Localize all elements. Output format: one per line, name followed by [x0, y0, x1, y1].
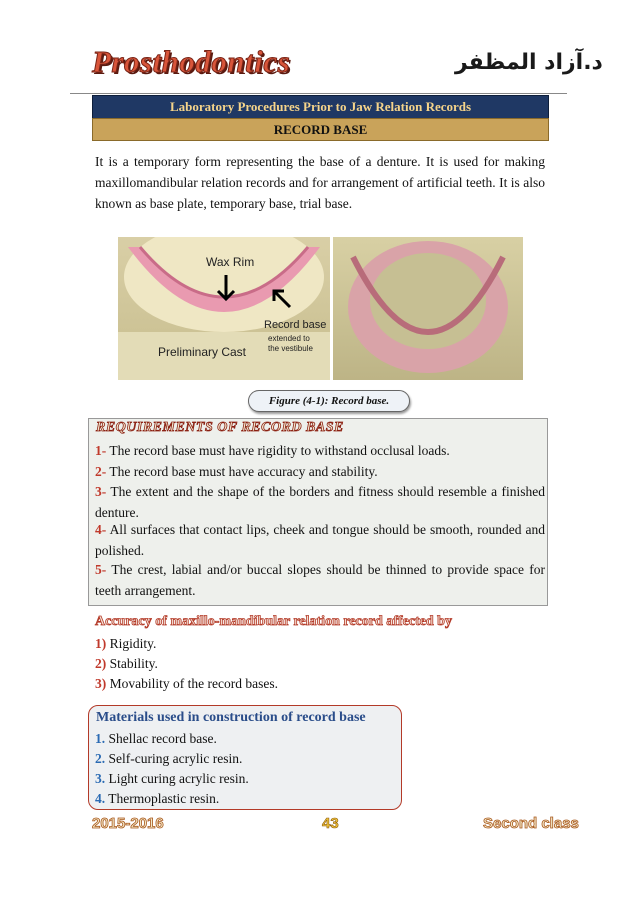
material-text: Self-curing acrylic resin. — [108, 751, 243, 766]
requirement-text: The record base must have accuracy and stability. — [109, 464, 378, 479]
figure-caption: Figure (4-1): Record base. — [248, 390, 410, 412]
requirement-number: 1- — [95, 443, 107, 458]
brand-title: Prosthodontics — [92, 44, 291, 79]
label-record-base-note-1: extended to — [268, 334, 310, 343]
label-record-base-note-2: the vestibule — [268, 344, 313, 353]
requirement-item — [95, 462, 545, 483]
requirement-number: 2- — [95, 464, 107, 479]
accuracy-number: 1) — [95, 636, 107, 651]
requirement-item — [95, 441, 545, 462]
material-item — [95, 749, 242, 770]
material-text: Light curing acrylic resin. — [108, 771, 249, 786]
page-number: 43 — [322, 815, 339, 832]
accuracy-number: 3) — [95, 676, 107, 691]
requirement-item — [95, 482, 545, 523]
requirement-item — [95, 560, 545, 601]
materials-title: Materials used in construction of record base — [96, 710, 366, 725]
requirement-number: 3- — [95, 484, 107, 499]
requirement-text: All surfaces that contact lips, cheek and tongue should be smooth, rounded and polished. — [95, 522, 545, 558]
accuracy-number: 2) — [95, 656, 107, 671]
author-name: د.آزاد المظفر — [455, 50, 603, 75]
footer-year: 2015-2016 — [92, 815, 164, 832]
requirement-text: The crest, labial and/or buccal slopes should be thinned to provide space for teeth arrangement. — [95, 562, 546, 598]
section-title: RECORD BASE — [92, 118, 549, 141]
accuracy-title: Accuracy of maxillo-mandibular relation record affected by — [95, 614, 452, 629]
accuracy-text: Rigidity. — [109, 636, 157, 651]
material-number: 4. — [95, 791, 106, 806]
requirement-number: 5- — [95, 562, 107, 577]
material-number: 1. — [95, 731, 106, 746]
material-item — [95, 769, 249, 790]
label-preliminary-cast: Preliminary Cast — [158, 345, 247, 359]
figure-photo-left — [118, 237, 330, 380]
material-number: 3. — [95, 771, 106, 786]
record-base-illustration — [333, 237, 523, 380]
material-item — [95, 729, 217, 750]
figure-photo-right — [333, 237, 523, 380]
label-wax-rim: Wax Rim — [206, 255, 255, 269]
material-item — [95, 789, 219, 810]
material-text: Thermoplastic resin. — [108, 791, 220, 806]
label-record-base: Record base — [264, 319, 327, 331]
requirements-title: REQUIREMENTS OF RECORD BASE — [96, 420, 344, 435]
accuracy-text: Stability. — [109, 656, 158, 671]
header-divider — [70, 93, 567, 94]
footer-class: Second class — [483, 815, 579, 832]
requirement-item — [95, 520, 545, 561]
accuracy-text: Movability of the record bases. — [109, 676, 278, 691]
requirement-number: 4- — [95, 522, 107, 537]
intro-paragraph: It is a temporary form representing the base of a denture. It is used for making maxillomandibular relation records and for arrangement of artificial teeth. It is also known as base plate, temporary base, trial base. — [95, 154, 545, 211]
accuracy-item — [95, 654, 158, 675]
requirement-text: The extent and the shape of the borders and fitness should resemble a finished denture. — [95, 484, 545, 520]
chapter-title: Laboratory Procedures Prior to Jaw Relation Records — [92, 95, 549, 119]
accuracy-item — [95, 674, 278, 695]
requirement-text: The record base must have rigidity to withstand occlusal loads. — [109, 443, 450, 458]
material-number: 2. — [95, 751, 106, 766]
material-text: Shellac record base. — [108, 731, 217, 746]
accuracy-item — [95, 634, 156, 655]
